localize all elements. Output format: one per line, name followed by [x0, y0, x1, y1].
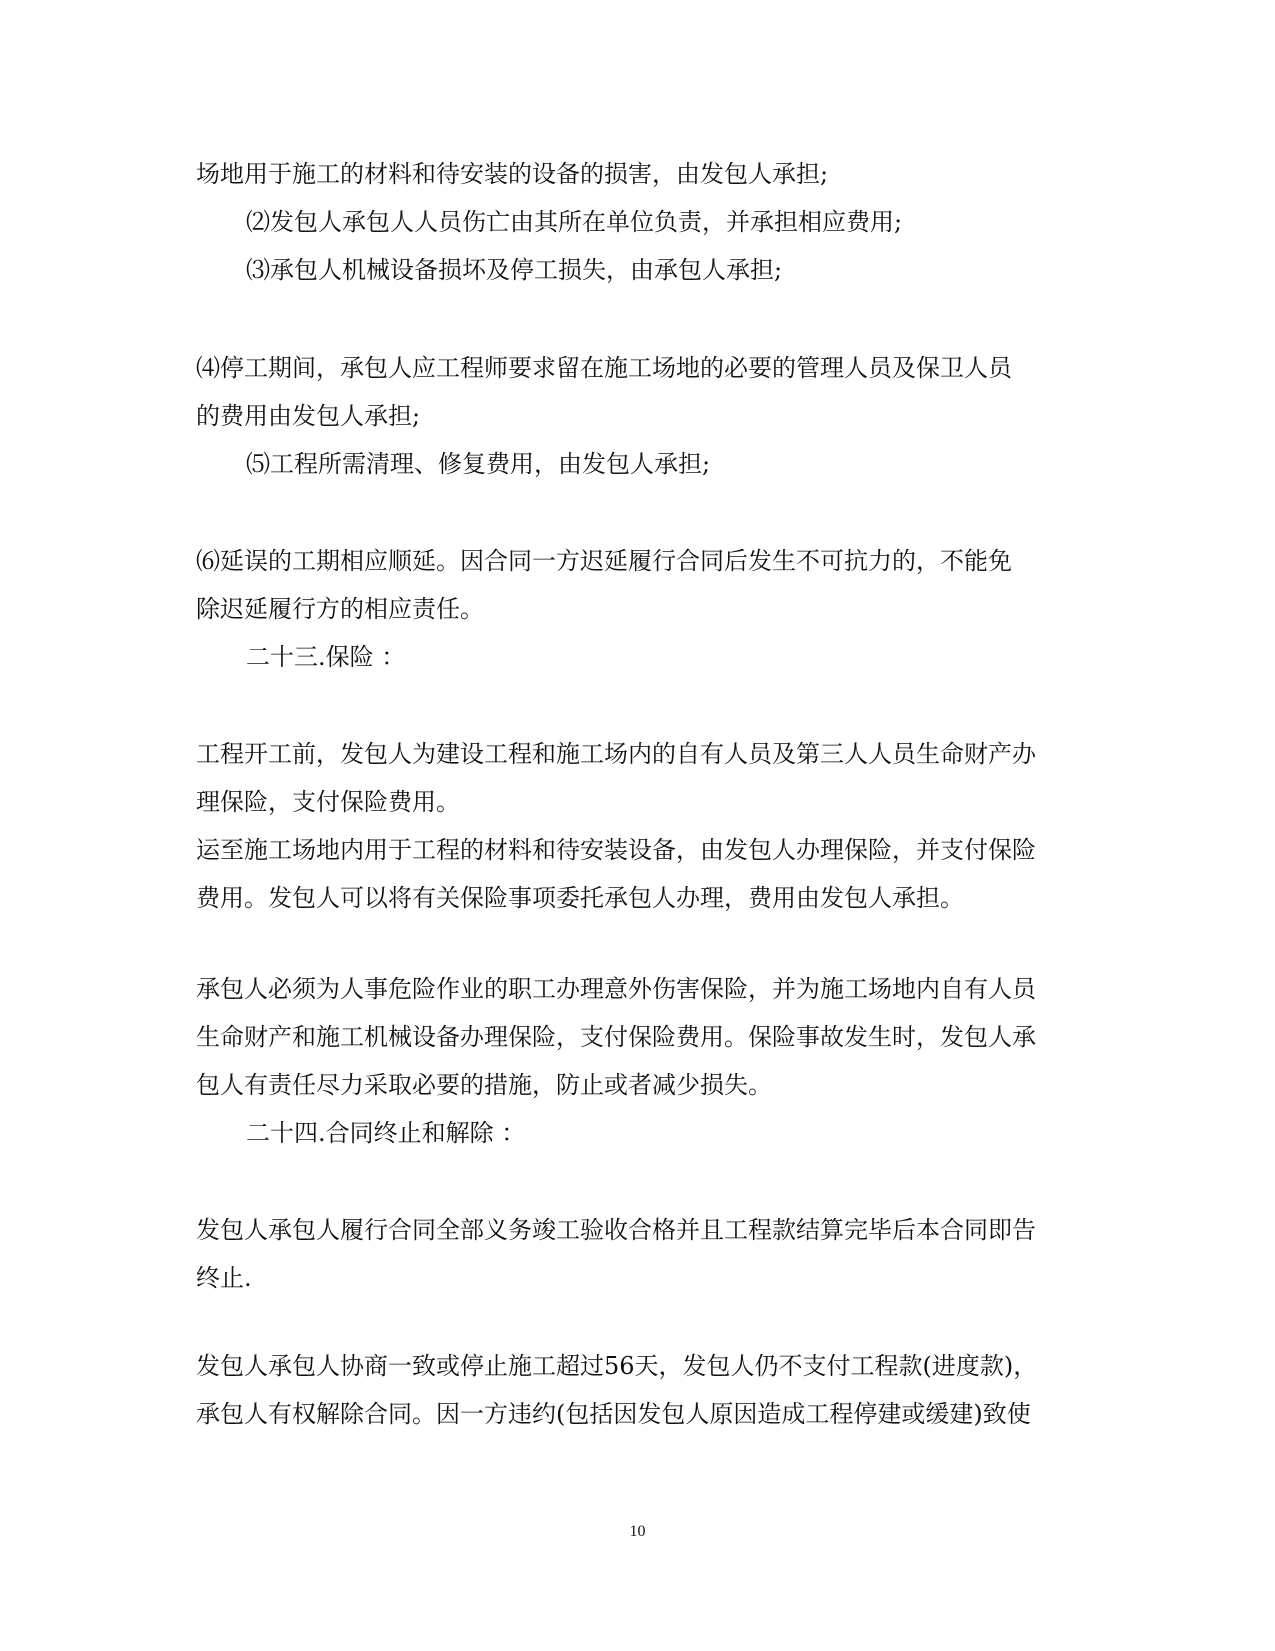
paragraph-1 — [196, 150, 1076, 198]
text-line: 理保险，支付保险费用。 — [196, 788, 460, 816]
page-number: 10 — [629, 1523, 646, 1540]
paragraph-2 — [246, 198, 1126, 246]
text-line: 除迟延履行方的相应责任。 — [196, 595, 484, 623]
paragraph-insurance-2 — [196, 965, 1076, 1109]
text-line: ⑸工程所需清理、修复费用，由发包人承担; — [246, 450, 711, 478]
text-line: ⑵发包人承包人人员伤亡由其所在单位负责，并承担相应费用; — [246, 208, 903, 236]
text-line: 工程开工前，发包人为建设工程和施工场内的自有人员及第三人人员生命财产办 — [196, 740, 1036, 768]
section-heading-24 — [246, 1109, 1126, 1157]
text-line: ⑹延误的工期相应顺延。因合同一方迟延履行合同后发生不可抗力的，不能免 — [196, 547, 1012, 575]
text-line: 发包人承包人协商一致或停止施工超过56天，发包人仍不支付工程款(进度款)， — [196, 1352, 1038, 1380]
text-line: 承包人有权解除合同。因一方违约(包括因发包人原因造成工程停建或缓建)致使 — [196, 1400, 1031, 1428]
paragraph-insurance-1 — [196, 730, 1076, 922]
text-line: 运至施工场地内用于工程的材料和待安装设备，由发包人办理保险，并支付保险 — [196, 836, 1036, 864]
paragraph-3 — [246, 246, 1126, 294]
paragraph-6 — [196, 537, 1076, 633]
text-line: 费用。发包人可以将有关保险事项委托承包人办理，费用由发包人承担。 — [196, 884, 964, 912]
paragraph-termination-1 — [196, 1206, 1076, 1302]
text-line: ⑶承包人机械设备损坏及停工损失，由承包人承担; — [246, 256, 783, 284]
text-line: 包人有责任尽力采取必要的措施，防止或者减少损失。 — [196, 1071, 772, 1099]
text-line: 生命财产和施工机械设备办理保险，支付保险费用。保险事故发生时，发包人承 — [196, 1023, 1036, 1051]
paragraph-4 — [196, 344, 1076, 440]
heading-text: 二十四.合同终止和解除 ： — [246, 1119, 526, 1147]
text-line: 承包人必须为人事危险作业的职工办理意外伤害保险，并为施工场地内自有人员 — [196, 975, 1036, 1003]
section-heading-23 — [246, 633, 1126, 681]
text-line: 终止. — [196, 1264, 252, 1292]
paragraph-termination-2 — [196, 1342, 1076, 1438]
text-line: 的费用由发包人承担; — [196, 402, 421, 430]
text-line: 发包人承包人履行合同全部义务竣工验收合格并且工程款结算完毕后本合同即告 — [196, 1216, 1036, 1244]
text-line: 场地用于施工的材料和待安装的设备的损害，由发包人承担; — [196, 160, 829, 188]
paragraph-5 — [246, 440, 1126, 488]
heading-text: 二十三.保险 ： — [246, 643, 406, 671]
text-line: ⑷停工期间，承包人应工程师要求留在施工场地的必要的管理人员及保卫人员 — [196, 354, 1012, 382]
